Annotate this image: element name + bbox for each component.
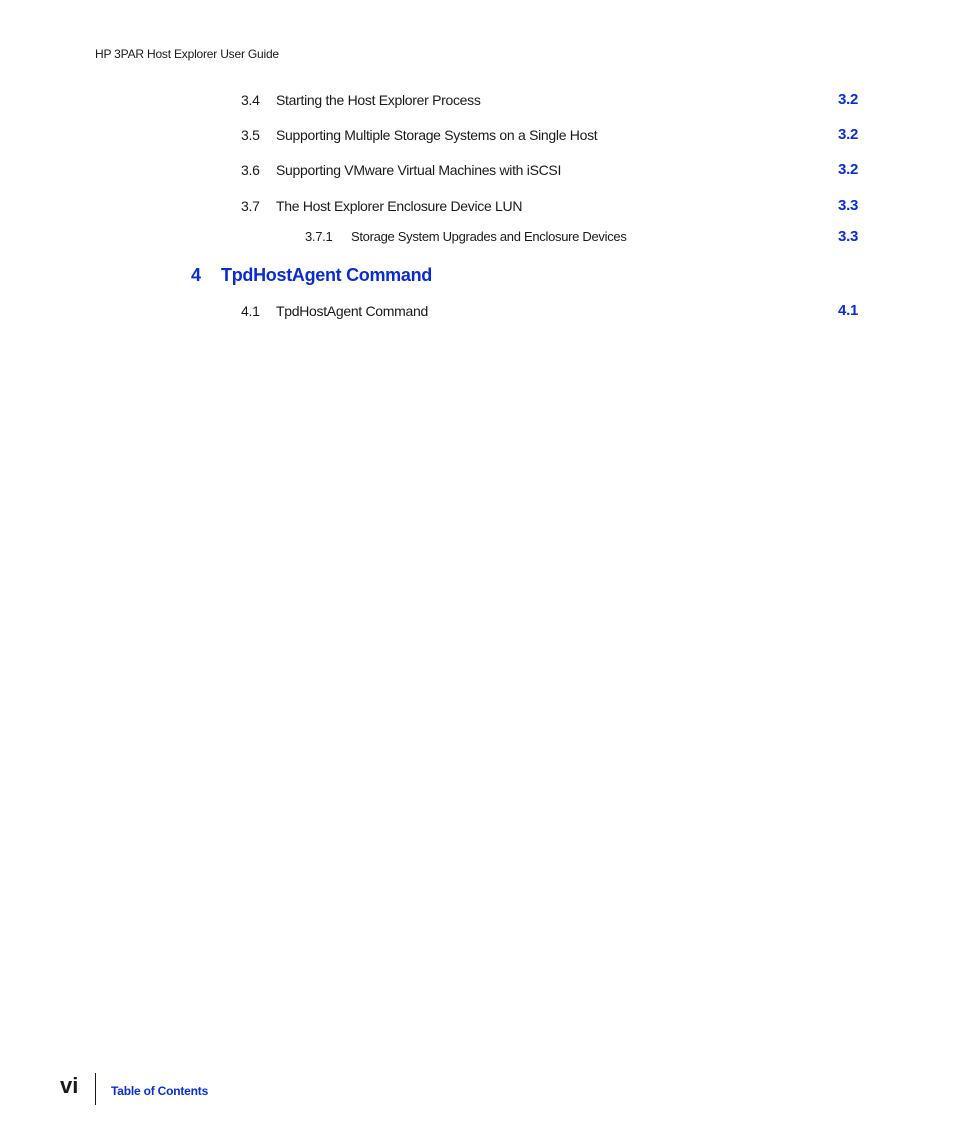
toc-chapter-heading[interactable]	[191, 265, 432, 286]
toc-entry-number: 3.4	[241, 92, 260, 108]
toc-entry-title: Supporting Multiple Storage Systems on a Single Host	[276, 127, 598, 143]
chapter-number: 4	[191, 265, 201, 285]
toc-entry-number: 3.7	[241, 198, 260, 214]
toc-entry-number: 3.5	[241, 127, 260, 143]
toc-entry-number: 4.1	[241, 303, 260, 319]
toc-page-link[interactable]: 3.2	[838, 126, 858, 143]
toc-page-link[interactable]: 3.3	[838, 228, 858, 245]
toc-entry-title: Starting the Host Explorer Process	[276, 92, 481, 108]
chapter-title: TpdHostAgent Command	[221, 265, 432, 285]
toc-entry-title: Supporting VMware Virtual Machines with iSCSI	[276, 162, 562, 178]
toc-entry[interactable]	[0, 162, 954, 182]
toc-page-link[interactable]: 3.3	[838, 197, 858, 214]
toc-page-link[interactable]: 4.1	[838, 302, 858, 319]
toc-entry[interactable]	[0, 303, 954, 323]
toc-entry[interactable]	[0, 92, 954, 112]
toc-entry-number: 3.6	[241, 162, 260, 178]
footer-page-number: vi	[60, 1073, 79, 1098]
toc-entry-title: Storage System Upgrades and Enclosure Devices	[351, 229, 627, 244]
toc-entry-title: TpdHostAgent Command	[276, 303, 428, 319]
footer-section-label: Table of Contents	[111, 1084, 209, 1098]
running-header: HP 3PAR Host Explorer User Guide	[95, 47, 279, 61]
toc-page-link[interactable]: 3.2	[838, 161, 858, 178]
toc-entry[interactable]	[0, 198, 954, 218]
toc-page-link[interactable]: 3.2	[838, 91, 858, 108]
toc-subentry[interactable]	[0, 229, 954, 249]
toc-entry-title: The Host Explorer Enclosure Device LUN	[276, 198, 523, 214]
footer-divider	[95, 1073, 96, 1105]
toc-entry-number: 3.7.1	[305, 229, 333, 244]
toc-entry[interactable]	[0, 127, 954, 147]
